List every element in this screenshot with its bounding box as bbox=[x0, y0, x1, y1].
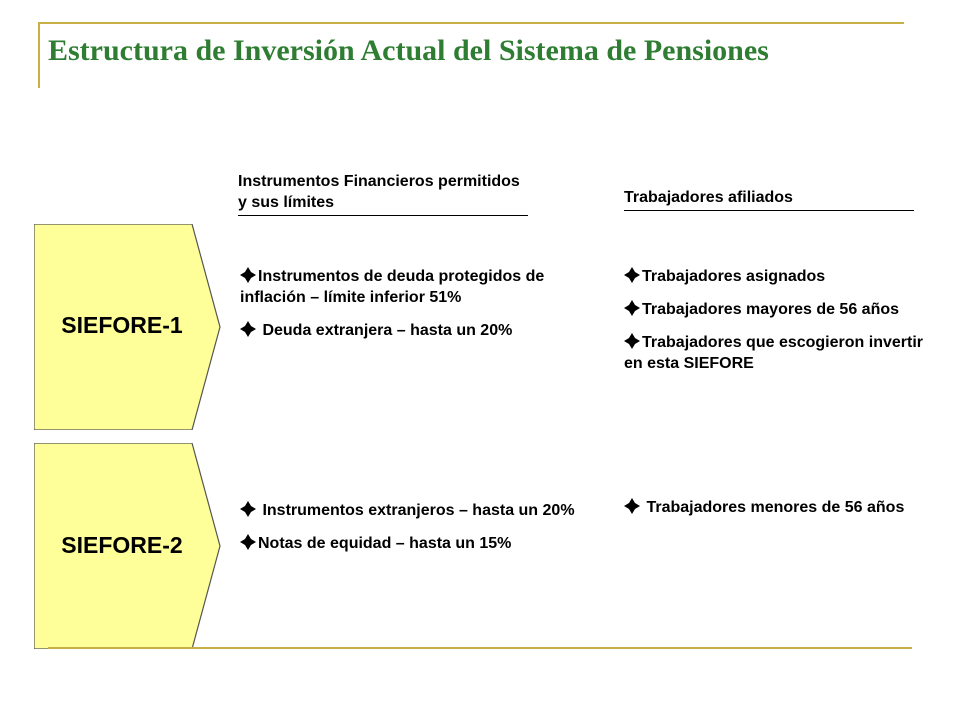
list-item bbox=[240, 266, 585, 308]
diamond-bullet-icon bbox=[240, 534, 256, 550]
diamond-bullet-icon bbox=[240, 501, 256, 517]
diamond-bullet-icon bbox=[624, 333, 640, 349]
diamond-bullet-icon bbox=[240, 321, 256, 337]
list-item-text: Instrumentos extranjeros – hasta un 20% bbox=[258, 502, 575, 519]
title-accent-line-left bbox=[38, 22, 40, 88]
siefore-1-workers-list bbox=[624, 266, 929, 386]
list-item bbox=[624, 266, 929, 287]
diamond-bullet-icon bbox=[624, 300, 640, 316]
siefore-2-label: SIEFORE-2 bbox=[61, 532, 183, 558]
list-item-text: Instrumentos de deuda protegidos de inflación – límite inferior 51% bbox=[240, 268, 545, 306]
list-item bbox=[240, 320, 585, 341]
list-item-text: Notas de equidad – hasta un 15% bbox=[258, 535, 512, 552]
diamond-bullet-icon bbox=[624, 498, 640, 514]
title-accent-line-top bbox=[38, 22, 904, 24]
siefore-1-instruments-list bbox=[240, 266, 585, 353]
list-item-text: Deuda extranjera – hasta un 20% bbox=[258, 322, 513, 339]
siefore-2-workers-list bbox=[624, 497, 929, 530]
list-item-text: Trabajadores menores de 56 años bbox=[642, 499, 905, 516]
list-item bbox=[624, 299, 929, 320]
column-header-instruments: Instrumentos Financieros permitidos y sus límites bbox=[238, 171, 528, 216]
list-item-text: Trabajadores mayores de 56 años bbox=[642, 301, 900, 318]
list-item bbox=[624, 497, 929, 518]
siefore-1-label: SIEFORE-1 bbox=[61, 312, 183, 338]
list-item bbox=[240, 500, 585, 521]
column-header-workers: Trabajadores afiliados bbox=[624, 187, 914, 211]
list-item-text: Trabajadores asignados bbox=[642, 268, 826, 285]
page-title: Estructura de Inversión Actual del Sistema de Pensiones bbox=[48, 34, 769, 67]
list-item bbox=[240, 533, 585, 554]
diamond-bullet-icon bbox=[240, 267, 256, 283]
bottom-accent-line bbox=[48, 647, 912, 649]
siefore-2-instruments-list bbox=[240, 500, 585, 566]
diamond-bullet-icon bbox=[624, 267, 640, 283]
list-item bbox=[624, 332, 929, 374]
list-item-text: Trabajadores que escogieron invertir en esta SIEFORE bbox=[624, 334, 923, 372]
